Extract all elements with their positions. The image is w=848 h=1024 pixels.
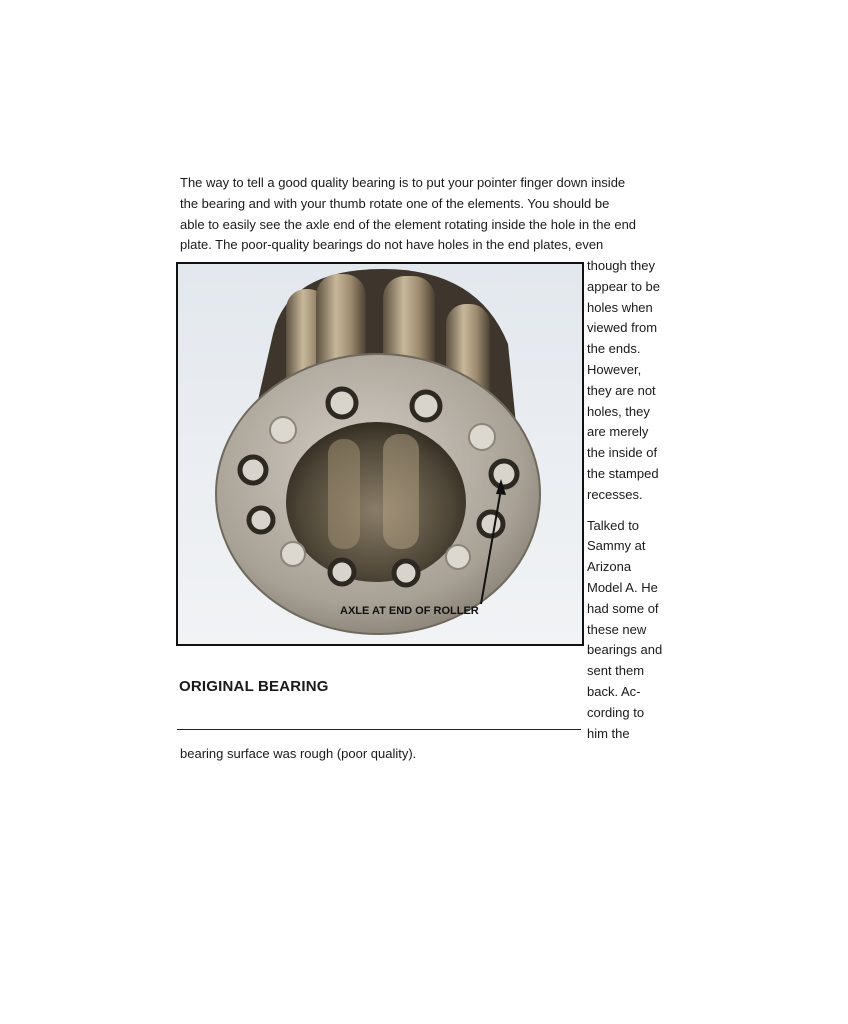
text-line: him the	[587, 725, 630, 741]
text-line: plate. The poor-quality bearings do not have holes in the end plates, even	[180, 237, 604, 253]
closing-line: bearing surface was rough (poor quality).	[180, 746, 417, 761]
text-line: had some of	[587, 600, 659, 616]
divider	[177, 729, 581, 730]
text-line: the bearing and with your thumb rotate one of the elements. You should be	[180, 195, 610, 211]
text-line: the inside of	[587, 445, 658, 461]
text-line: Arizona	[587, 559, 632, 575]
text-line: able to easily see the axle end of the element rotating inside the hole in the end	[180, 216, 637, 232]
axle-annotation: AXLE AT END OF ROLLER	[340, 605, 479, 617]
text-line: holes when	[587, 299, 653, 315]
text-line: though they	[587, 258, 655, 273]
side-column	[587, 256, 667, 744]
text-line: Talked to	[587, 517, 640, 533]
text-line: holes, they	[587, 403, 650, 419]
text-line: However,	[587, 361, 642, 377]
text-line: appear to be	[587, 278, 661, 294]
text-line: Model A. He	[587, 579, 658, 595]
text-line: these new	[587, 621, 647, 637]
photo-caption: ORIGINAL BEARING	[179, 678, 329, 695]
text-line: viewed from	[587, 320, 658, 336]
text-line: Sammy at	[587, 538, 646, 554]
text-line: recesses.	[587, 486, 643, 502]
text-line: are merely	[587, 424, 649, 440]
bearing-illustration	[178, 264, 582, 644]
text-line: back. Ac-	[587, 683, 641, 699]
text-line: the stamped	[587, 465, 659, 481]
text-line: cording to	[587, 704, 645, 720]
bearing-photo	[176, 262, 584, 646]
text-line: sent them	[587, 663, 645, 679]
text-line: the ends.	[587, 341, 641, 357]
text-line: The way to tell a good quality bearing is to put your pointer finger down inside	[180, 175, 626, 190]
intro-paragraph	[180, 173, 666, 256]
text-line: they are not	[587, 382, 656, 398]
paragraph-gap	[587, 506, 667, 516]
text-line: bearings and	[587, 642, 663, 658]
